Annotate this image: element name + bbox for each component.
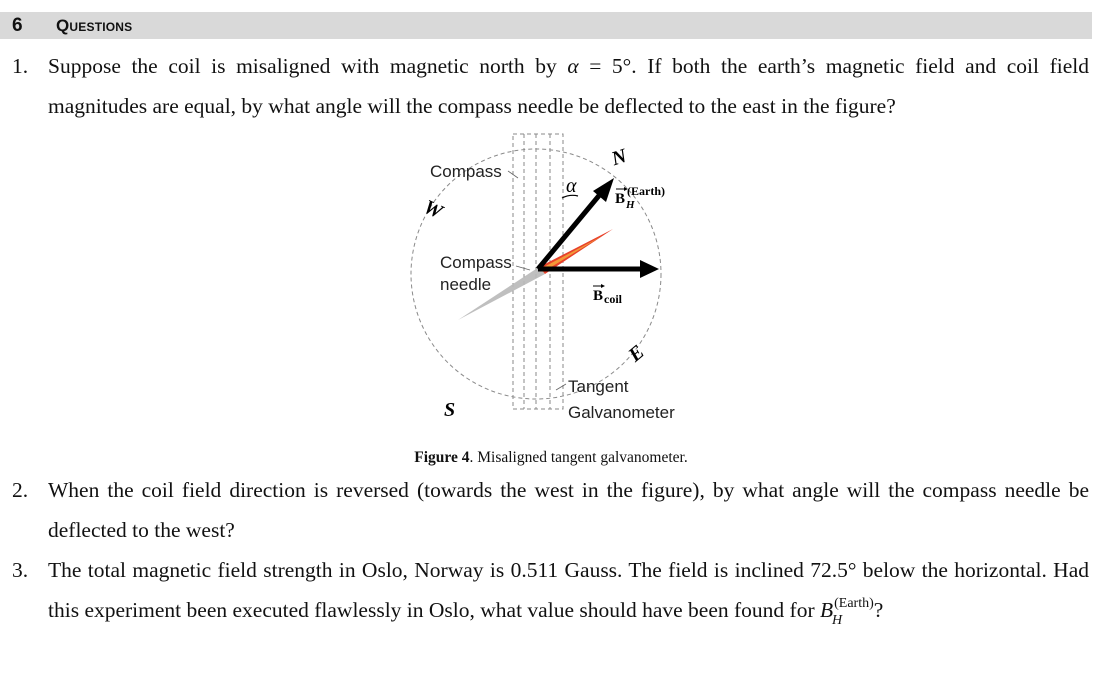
svg-text:coil: coil: [604, 292, 622, 306]
svg-text:H: H: [626, 199, 635, 211]
alpha-symbol: α: [567, 54, 579, 78]
alpha-label: α: [566, 175, 577, 197]
caption-text: . Misaligned tangent galvanometer.: [469, 449, 688, 466]
question-text: The total magnetic field strength in Oslo, Norway is 0.511 Gauss. The field is inclined 72.5° below the horizontal. Had this experiment been executed flawlessly in Oslo, what value should have been found for $B^{(Earth)}$ H ?: [48, 551, 1089, 633]
question-number: 2.: [12, 478, 29, 502]
question-number: 1.: [12, 54, 29, 78]
galvanometer-figure: [406, 126, 706, 436]
north-label: N: [608, 144, 630, 171]
coil-field-label: [593, 284, 623, 306]
svg-text:(Earth): (Earth): [627, 184, 665, 198]
earth-field-label: [615, 184, 665, 211]
caption-label: Figure 4: [414, 449, 470, 466]
section-title: Questions: [56, 16, 133, 35]
compass-label: Compass: [430, 162, 502, 181]
compass-needle-label-2: needle: [440, 275, 492, 294]
svg-text:B: B: [615, 191, 626, 207]
b-earth-symbol: $B^{(Earth)}$ H: [819, 595, 874, 628]
figure-caption: [0, 449, 1102, 467]
galvanometer-label-2: Galvanometer: [568, 403, 675, 422]
question-text: When the coil field direction is reversed (towards the west in the figure), by what angle will the compass needle be deflected to the west?: [48, 478, 1089, 542]
east-label: E: [624, 340, 649, 367]
coil-field-arrowhead: [640, 260, 659, 278]
tangent-label-1: Tangent: [568, 377, 629, 396]
compass-needle-label-1: Compass: [440, 253, 512, 272]
svg-text:B: B: [593, 288, 604, 304]
west-label: W: [420, 195, 446, 224]
section-header: [0, 12, 1092, 39]
section-number: 6: [12, 15, 23, 36]
question-number: 3.: [12, 558, 29, 582]
south-label: S: [444, 399, 456, 421]
question-text: Suppose the coil is misaligned with magnetic north by α = 5°. If both the earth’s magnetic field and coil field magnitudes are equal, by what angle will the compass needle be deflected to the east in the figure?: [48, 54, 1089, 118]
